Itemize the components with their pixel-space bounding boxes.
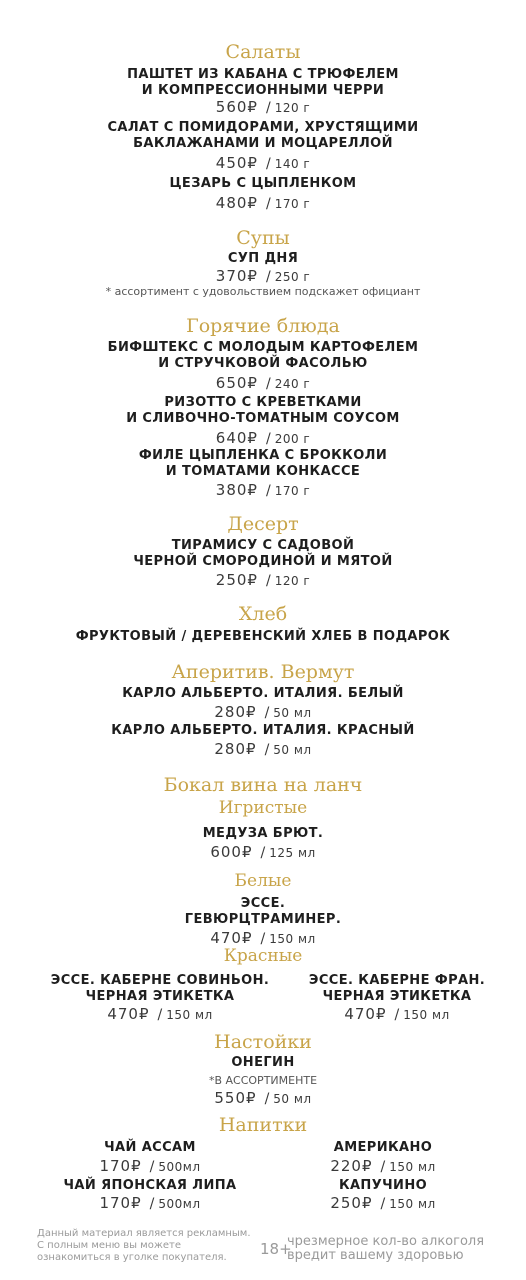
hot-2-name-line1: РИЗОТТО С КРЕВЕТКАМИ xyxy=(164,395,362,410)
dessert-1-name-line1: ТИРАМИСУ С САДОВОЙ xyxy=(171,538,355,553)
salad-1-price-line: 560₽ / 120 г xyxy=(215,98,311,116)
red-1-name-line1: ЭССЕ. КАБЕРНЕ СОВИНЬОН. xyxy=(50,973,270,988)
aperitif-heading: Аперитив. Вермут xyxy=(171,661,355,683)
sparkling-1-price-line: 600₽ / 125 мл xyxy=(210,843,316,861)
soup-1-price-line: 370₽ / 250 г xyxy=(215,267,311,285)
disclaimer-line2: С полным меню вы можете xyxy=(37,1240,181,1251)
salad-1-price: 560₽ xyxy=(215,98,258,116)
disclaimer-line1: Данный материал является рекламным. xyxy=(37,1228,251,1239)
white-1-price-line: 470₽ / 150 мл xyxy=(210,929,316,947)
disclaimer-line3: ознакомиться в уголке покупателя. xyxy=(37,1252,227,1263)
aperitif-1-price: 280₽ xyxy=(214,703,257,721)
aperitif-1-price-line: 280₽ / 50 мл xyxy=(214,703,312,721)
bread-1-name: ФРУКТОВЫЙ / ДЕРЕВЕНСКИЙ ХЛЕБ В ПОДАРОК xyxy=(75,629,451,644)
salad-3-weight: 170 г xyxy=(274,197,311,211)
hot-dishes-heading: Горячие блюда xyxy=(186,315,340,337)
aperitif-2-name: КАРЛО АЛЬБЕРТО. ИТАЛИЯ. КРАСНЫЙ xyxy=(111,723,415,738)
drink-4-price-line: 250₽ / 150 мл xyxy=(330,1194,436,1212)
drink-1-price: 170₽ xyxy=(99,1157,142,1175)
aperitif-2-weight: 50 мл xyxy=(273,743,312,757)
hot-3-name-line2: И ТОМАТАМИ КОНКАССЕ xyxy=(165,464,361,479)
liqueur-1-volume: 50 мл xyxy=(273,1092,312,1106)
white-1-name-line1: ЭССЕ. xyxy=(240,896,286,911)
drink-4-name: КАПУЧИНО xyxy=(338,1178,428,1193)
salad-2-price: 450₽ xyxy=(215,154,258,172)
salad-1-weight: 120 г xyxy=(274,101,311,115)
soups-note: * ассортимент с удовольствием подскажет официант xyxy=(105,285,421,298)
warning-line2: вредит вашему здоровью xyxy=(287,1248,464,1263)
liqueur-note: *В АССОРТИМЕНТЕ xyxy=(208,1074,318,1087)
sparkling-subheading: Игристые xyxy=(218,798,308,818)
hot-2-price-line: 640₽ / 200 г xyxy=(215,429,311,447)
hot-3-weight: 170 г xyxy=(274,484,311,498)
drink-3-name: ЧАЙ ЯПОНСКАЯ ЛИПА xyxy=(63,1178,237,1193)
red-2-price-line: 470₽ / 150 мл xyxy=(344,1005,450,1023)
red-2-volume: 150 мл xyxy=(403,1008,450,1022)
wine-heading: Бокал вина на ланч xyxy=(163,774,363,796)
red-2-name-line1: ЭССЕ. КАБЕРНЕ ФРАН. xyxy=(308,973,486,988)
dessert-1-weight: 120 г xyxy=(274,574,311,588)
salad-2-price-line: 450₽ / 140 г xyxy=(215,154,311,172)
drinks-heading: Напитки xyxy=(218,1114,308,1136)
hot-3-name-line1: ФИЛЕ ЦЫПЛЕНКА С БРОККОЛИ xyxy=(138,448,388,463)
salad-2-name-line2: БАКЛАЖАНАМИ И МОЦАРЕЛЛОЙ xyxy=(133,136,393,151)
drink-1-name: ЧАЙ АССАМ xyxy=(104,1140,196,1155)
hot-3-price: 380₽ xyxy=(215,481,258,499)
drink-3-price-line: 170₽ / 500мл xyxy=(99,1194,201,1212)
salad-3-price: 480₽ xyxy=(215,194,258,212)
alcohol-warning xyxy=(287,1235,507,1263)
aperitif-2-price-line: 280₽ / 50 мл xyxy=(214,740,312,758)
liqueur-heading: Настойки xyxy=(214,1031,312,1053)
bread-heading: Хлеб xyxy=(238,603,288,625)
advertising-disclaimer xyxy=(37,1228,257,1264)
drink-3-price: 170₽ xyxy=(99,1194,142,1212)
red-2-price: 470₽ xyxy=(344,1005,387,1023)
hot-2-price: 640₽ xyxy=(215,429,258,447)
salad-3-price-line: 480₽ / 170 г xyxy=(215,194,311,212)
sparkling-1-volume: 125 мл xyxy=(269,846,316,860)
drink-3-volume: 500мл xyxy=(158,1197,201,1211)
dessert-1-price: 250₽ xyxy=(215,571,258,589)
drink-2-name: АМЕРИКАНО xyxy=(333,1140,433,1155)
red-1-volume: 150 мл xyxy=(166,1008,213,1022)
warning-line1: чрезмерное кол-во алкоголя xyxy=(287,1234,485,1249)
hot-1-name-line1: БИФШТЕКС С МОЛОДЫМ КАРТОФЕЛЕМ xyxy=(107,340,419,355)
drink-4-volume: 150 мл xyxy=(389,1197,436,1211)
white-wine-subheading: Белые xyxy=(234,871,292,891)
dessert-1-price-line: 250₽ / 120 г xyxy=(215,571,311,589)
aperitif-1-name: КАРЛО АЛЬБЕРТО. ИТАЛИЯ. БЕЛЫЙ xyxy=(122,686,404,701)
salad-1-name-line2: И КОМПРЕССИОННЫМИ ЧЕРРИ xyxy=(141,83,385,98)
hot-3-price-line: 380₽ / 170 г xyxy=(215,481,311,499)
liqueur-1-price: 550₽ xyxy=(214,1089,257,1107)
liqueur-1-name: ОНЕГИН xyxy=(231,1055,295,1070)
hot-1-price-line: 650₽ / 240 г xyxy=(215,374,311,392)
drink-2-volume: 150 мл xyxy=(389,1160,436,1174)
white-1-price: 470₽ xyxy=(210,929,253,947)
aperitif-1-weight: 50 мл xyxy=(273,706,312,720)
drink-1-volume: 500мл xyxy=(158,1160,201,1174)
drink-2-price: 220₽ xyxy=(330,1157,373,1175)
white-1-name-line2: ГЕВЮРЦТРАМИНЕР. xyxy=(184,912,342,927)
dessert-heading: Десерт xyxy=(227,513,299,535)
hot-1-name-line2: И СТРУЧКОВОЙ ФАСОЛЬЮ xyxy=(158,356,368,371)
white-1-volume: 150 мл xyxy=(269,932,316,946)
salad-1-name-line1: ПАШТЕТ ИЗ КАБАНА С ТРЮФЕЛЕМ xyxy=(127,67,399,82)
liqueur-1-price-line: 550₽ / 50 мл xyxy=(214,1089,312,1107)
soup-1-weight: 250 г xyxy=(274,270,311,284)
age-restriction-badge: 18+ xyxy=(260,1240,292,1258)
salad-3-name-line1: ЦЕЗАРЬ С ЦЫПЛЕНКОМ xyxy=(169,176,357,191)
hot-1-price: 650₽ xyxy=(215,374,258,392)
sparkling-1-price: 600₽ xyxy=(210,843,253,861)
red-1-price: 470₽ xyxy=(107,1005,150,1023)
hot-2-name-line2: И СЛИВОЧНО-ТОМАТНЫМ СОУСОМ xyxy=(126,411,400,426)
sparkling-1-name: МЕДУЗА БРЮТ. xyxy=(202,826,324,841)
dessert-1-name-line2: ЧЕРНОЙ СМОРОДИНОЙ И МЯТОЙ xyxy=(133,554,393,569)
soup-1-name: СУП ДНЯ xyxy=(227,251,299,266)
drink-2-price-line: 220₽ / 150 мл xyxy=(330,1157,436,1175)
drink-1-price-line: 170₽ / 500мл xyxy=(99,1157,201,1175)
hot-2-weight: 200 г xyxy=(274,432,311,446)
hot-1-weight: 240 г xyxy=(274,377,311,391)
salads-heading: Салаты xyxy=(225,41,301,63)
salad-2-name-line1: САЛАТ С ПОМИДОРАМИ, ХРУСТЯЩИМИ xyxy=(107,120,419,135)
soups-heading: Супы xyxy=(236,227,290,249)
red-2-name-line2: ЧЕРНАЯ ЭТИКЕТКА xyxy=(322,989,472,1004)
aperitif-2-price: 280₽ xyxy=(214,740,257,758)
salad-2-weight: 140 г xyxy=(274,157,311,171)
drink-4-price: 250₽ xyxy=(330,1194,373,1212)
red-wine-subheading: Красные xyxy=(223,946,303,966)
soup-1-price: 370₽ xyxy=(215,267,258,285)
red-1-price-line: 470₽ / 150 мл xyxy=(107,1005,213,1023)
red-1-name-line2: ЧЕРНАЯ ЭТИКЕТКА xyxy=(85,989,235,1004)
